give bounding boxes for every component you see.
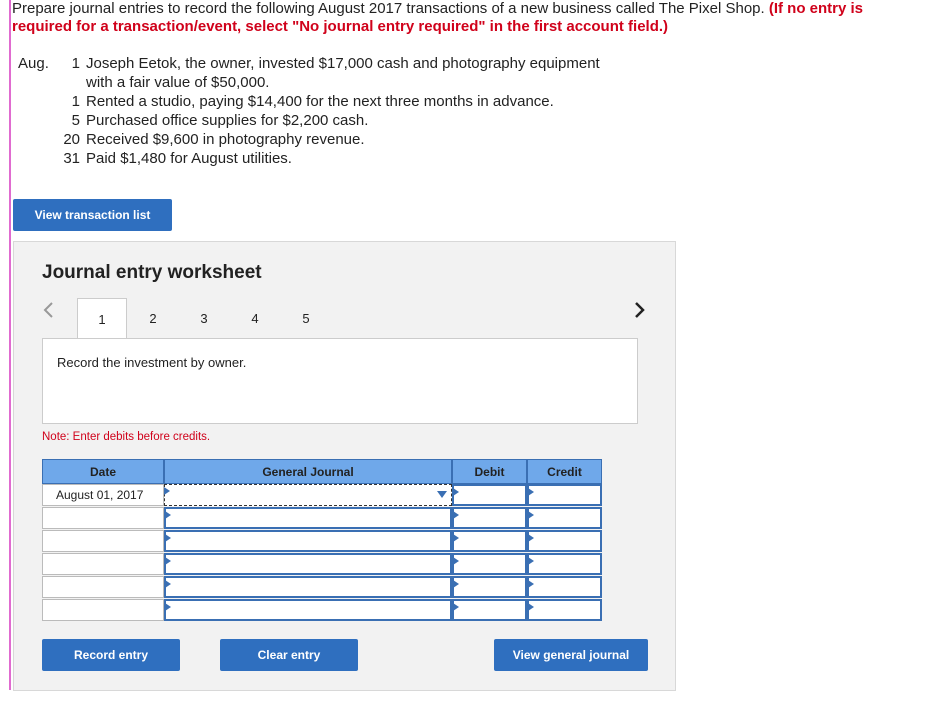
row-marker-icon — [453, 603, 459, 611]
date-cell[interactable]: August 01, 2017 — [42, 484, 164, 506]
account-field[interactable] — [164, 530, 452, 552]
left-margin-rule — [9, 0, 11, 690]
entry-description-box — [42, 338, 638, 424]
transaction-day: 20 — [63, 131, 80, 148]
row-marker-icon — [528, 511, 534, 519]
worksheet-title: Journal entry worksheet — [42, 262, 262, 283]
row-marker-icon — [453, 511, 459, 519]
tab-4[interactable]: 4 — [251, 310, 259, 326]
row-marker-icon — [165, 580, 171, 588]
debit-header: Debit — [452, 459, 527, 484]
record-entry-button[interactable]: Record entry — [42, 639, 180, 671]
row-marker-icon — [453, 534, 459, 542]
account-field[interactable] — [164, 576, 452, 598]
date-cell[interactable] — [42, 507, 164, 529]
row-marker-icon — [164, 487, 170, 495]
row-marker-icon — [165, 603, 171, 611]
clear-entry-button[interactable]: Clear entry — [220, 639, 358, 671]
credit-field[interactable] — [527, 553, 602, 575]
transaction-row — [18, 149, 646, 168]
row-marker-icon — [453, 488, 459, 496]
transaction-text: Received $9,600 in photography revenue. — [86, 131, 365, 148]
transaction-list — [18, 54, 646, 168]
date-cell[interactable] — [42, 599, 164, 621]
transaction-day: 5 — [71, 112, 80, 129]
instructions — [12, 0, 912, 36]
general-journal-header: General Journal — [164, 459, 452, 484]
row-marker-icon — [165, 534, 171, 542]
credit-field[interactable] — [527, 576, 602, 598]
transaction-text: Paid $1,480 for August utilities. — [86, 150, 292, 167]
transaction-day: 1 — [71, 93, 80, 110]
row-marker-icon — [453, 557, 459, 565]
transaction-day: 1 — [71, 55, 80, 72]
account-field[interactable] — [164, 553, 452, 575]
journal-entry-worksheet — [13, 241, 676, 691]
dropdown-arrow-icon[interactable] — [437, 491, 447, 498]
row-marker-icon — [165, 511, 171, 519]
row-marker-icon — [528, 580, 534, 588]
date-cell[interactable] — [42, 530, 164, 552]
tab-1[interactable]: 1 — [77, 298, 127, 339]
transaction-text: Rented a studio, paying $14,400 for the next three months in advance. — [86, 93, 554, 110]
transaction-day: 31 — [63, 150, 80, 167]
debit-field[interactable] — [452, 507, 527, 529]
tab-2[interactable]: 2 — [149, 310, 157, 326]
transaction-row — [18, 54, 646, 92]
chevron-right-icon[interactable] — [634, 300, 646, 326]
date-cell[interactable] — [42, 576, 164, 598]
row-marker-icon — [453, 580, 459, 588]
debit-field[interactable] — [452, 530, 527, 552]
tab-5[interactable]: 5 — [302, 310, 310, 326]
entry-note: Note: Enter debits before credits. — [42, 431, 211, 443]
date-header: Date — [42, 459, 164, 484]
entry-description: Record the investment by owner. — [57, 355, 247, 370]
credit-field[interactable] — [527, 484, 602, 506]
credit-field[interactable] — [527, 507, 602, 529]
transaction-row — [18, 92, 646, 111]
account-field[interactable] — [164, 484, 452, 506]
instructions-text: Prepare journal entries to record the following August 2017 transactions of a new business called The Pixel Shop. — [12, 0, 769, 17]
account-field[interactable] — [164, 599, 452, 621]
transaction-row — [18, 130, 646, 149]
date-cell[interactable] — [42, 553, 164, 575]
view-transaction-list-button[interactable]: View transaction list — [13, 199, 172, 231]
debit-field[interactable] — [452, 599, 527, 621]
debit-field[interactable] — [452, 576, 527, 598]
credit-field[interactable] — [527, 530, 602, 552]
row-marker-icon — [528, 534, 534, 542]
debit-field[interactable] — [452, 484, 527, 506]
row-marker-icon — [528, 603, 534, 611]
credit-header: Credit — [527, 459, 602, 484]
instructions-warning-2: required for a transaction/event, select "No journal entry required" in the first account field.) — [12, 18, 669, 35]
instructions-warning-1: (If no entry is — [768, 0, 864, 17]
transaction-text: Purchased office supplies for $2,200 cash. — [86, 112, 369, 129]
row-marker-icon — [165, 557, 171, 565]
account-field[interactable] — [164, 507, 452, 529]
transaction-text: Joseph Eetok, the owner, invested $17,000 cash and photography equipment with a fair value of $50,000. — [86, 55, 600, 91]
view-general-journal-button[interactable]: View general journal — [494, 639, 648, 671]
tab-3[interactable]: 3 — [200, 310, 208, 326]
row-marker-icon — [528, 488, 534, 496]
transaction-month: Aug. — [18, 55, 49, 72]
chevron-left-icon[interactable] — [42, 300, 54, 326]
row-marker-icon — [528, 557, 534, 565]
credit-field[interactable] — [527, 599, 602, 621]
debit-field[interactable] — [452, 553, 527, 575]
transaction-row — [18, 111, 646, 130]
